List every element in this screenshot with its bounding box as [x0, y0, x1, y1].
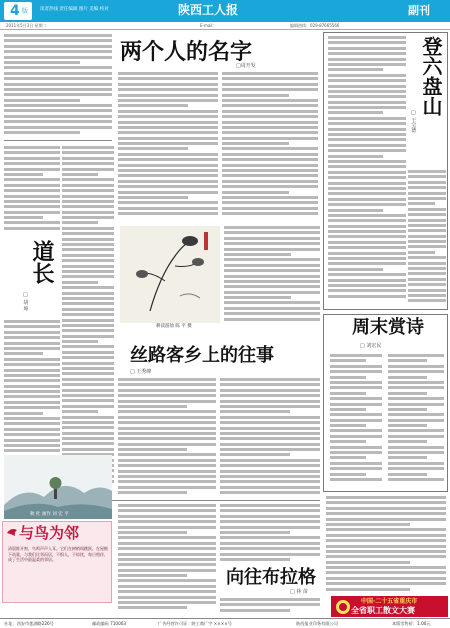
- page-number: 4: [10, 3, 20, 19]
- email-label: E-mail：: [200, 23, 217, 28]
- bird-icon: [5, 525, 19, 539]
- hotline: 编辑热线：029-87665566: [290, 23, 340, 28]
- contest-advertisement[interactable]: [331, 596, 448, 617]
- text-column-mountain-1: [328, 36, 406, 306]
- ink-painting-caption: 耕读游仙 陈 平 摄: [156, 324, 192, 329]
- article-author-crack: □ 王秀峰: [130, 369, 152, 375]
- text-column-mountain-2: [408, 170, 446, 306]
- page-footer: [0, 618, 450, 628]
- article-title-mountain: 登六盘山: [419, 36, 443, 116]
- text-column-right-bottom: [326, 496, 446, 594]
- ink-painting-image: [120, 226, 220, 323]
- text-column-two-names-2: [222, 72, 318, 222]
- page-number-suffix: 版: [22, 8, 29, 15]
- article-title-weekend: 周末赏诗: [352, 317, 424, 338]
- text-column-weekend-2: [388, 354, 444, 488]
- text-column-road-2: [62, 146, 114, 498]
- page-header: [0, 0, 450, 22]
- article-title-two-names: 两个人的名字: [120, 39, 253, 65]
- article-author-road: □ 胡 坤: [22, 292, 29, 312]
- text-column-bottom-1: [118, 504, 216, 616]
- text-column-left-top: [4, 34, 112, 138]
- section-name: 副刊: [408, 4, 430, 17]
- text-column-two-names-1: [118, 72, 218, 222]
- footer-printer: 陕西报业印务有限公司: [296, 621, 338, 626]
- poem-title: 与鸟为邻: [19, 524, 80, 542]
- poem-body: 清晨推开窗，鸟鸣声声入耳。它们在树梢间跳跃，在屋檐下筑巢，与我们比邻而居，不惧人，不惊扰，每日相伴，成了生活中最温柔的邻居。: [8, 546, 108, 563]
- ad-subtitle: 中国·二十五省重庆市: [361, 598, 418, 605]
- footer-license: 广告经营许可证：陕工商广字 ××××号: [158, 621, 232, 626]
- ad-title: 全省职工散文大赛: [351, 606, 415, 615]
- article-title-road: 道长: [29, 240, 55, 284]
- text-column-bottom-2: [220, 504, 320, 566]
- landscape-painting-graphic: [4, 455, 112, 519]
- footer-address: 社址：西安市莲湖路226号: [4, 621, 54, 626]
- text-column-crack-1: [118, 378, 216, 500]
- landscape-painting-caption: 秋 杜 画作 刘 宏 平: [30, 512, 69, 517]
- article-author-weekend: □ 刘宏民: [360, 343, 382, 349]
- editor-credits: 读者热线 责任编辑 图片 美编 校对: [40, 7, 109, 12]
- newspaper-masthead: 陕西工人报: [178, 3, 239, 17]
- issue-date: 2011年5月3日 星期二: [6, 23, 47, 28]
- text-column-middle-right: [224, 226, 320, 326]
- landscape-painting-image: [4, 455, 112, 519]
- text-column-crack-2: [220, 378, 320, 500]
- article-title-crack: 丝路客乡上的往事: [130, 345, 274, 366]
- article-author-mountain: □ 王宝德: [410, 110, 417, 133]
- footer-price: 本版零售价：1.00元: [392, 621, 431, 626]
- text-column-road-1: [4, 146, 60, 236]
- poem-box: [2, 521, 112, 603]
- article-author-street: □ 林 苗: [290, 589, 308, 595]
- ink-painting-graphic: [120, 226, 220, 323]
- emblem-icon: [335, 599, 351, 615]
- subheader-bar: [0, 22, 450, 30]
- divider: [4, 140, 112, 141]
- footer-postcode: 邮政编码 710003: [92, 621, 127, 626]
- text-column-weekend-1: [330, 354, 382, 488]
- article-author-two-names: □周开发: [236, 63, 256, 69]
- page-number-box: [4, 2, 32, 20]
- text-column-bottom-3: [220, 598, 320, 616]
- article-title-street: 向往布拉格: [226, 567, 316, 588]
